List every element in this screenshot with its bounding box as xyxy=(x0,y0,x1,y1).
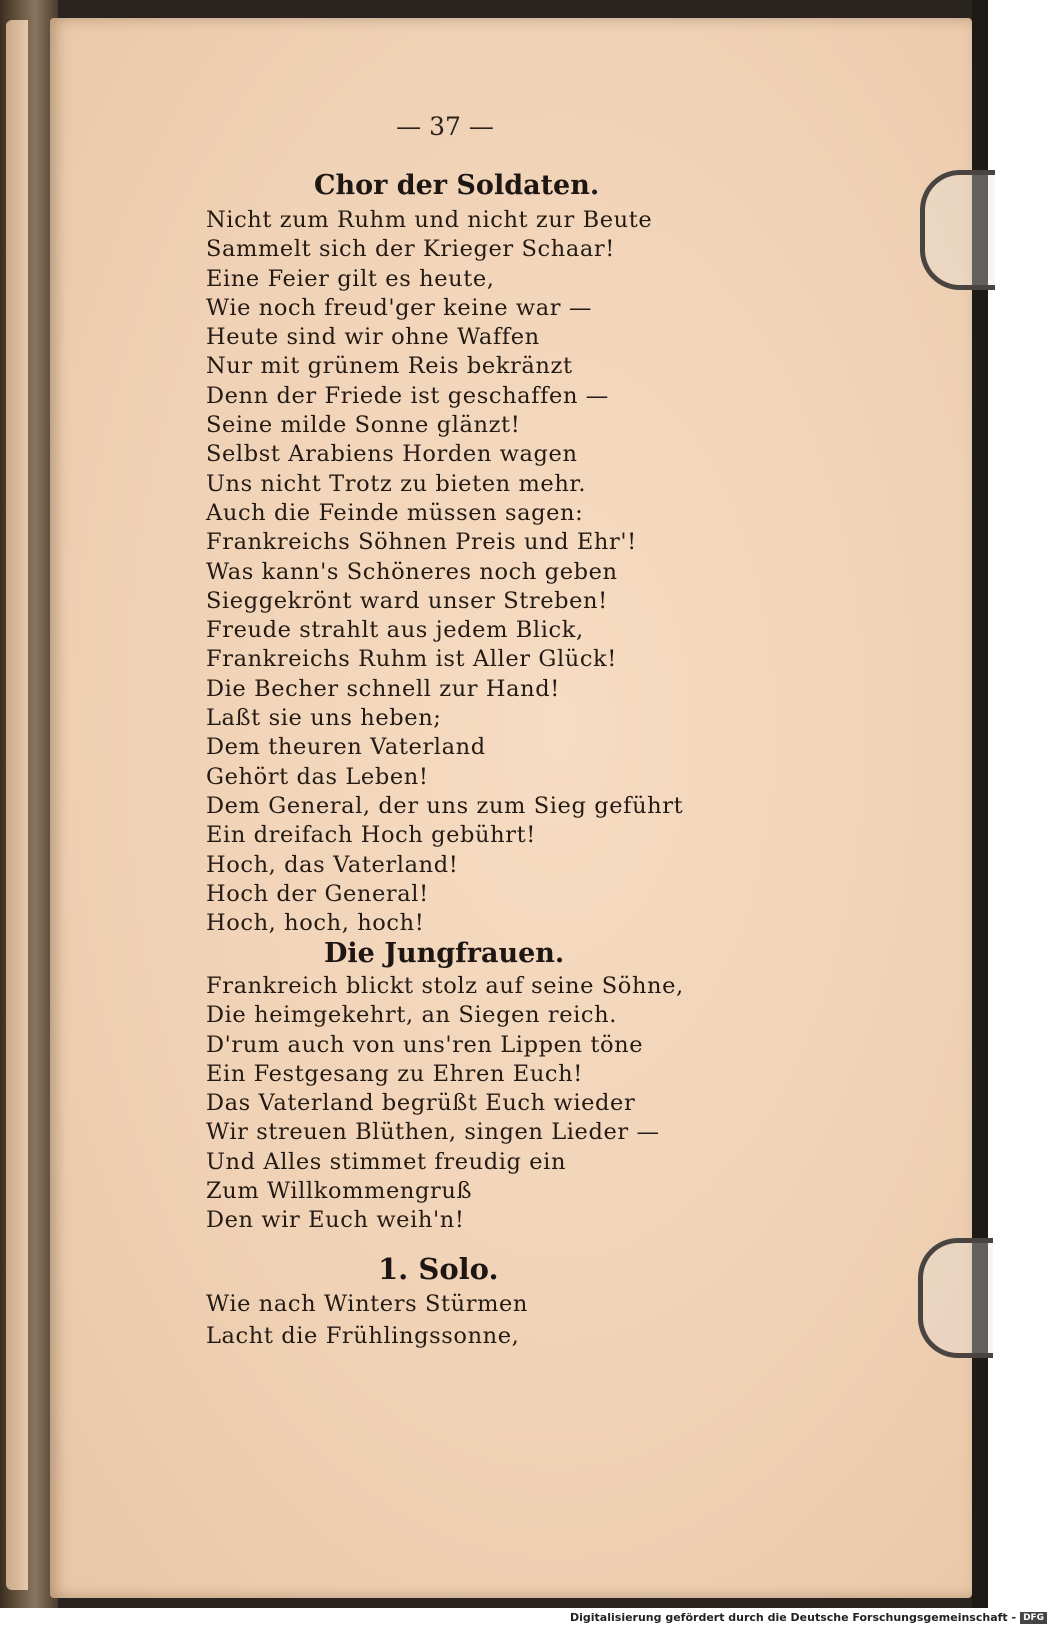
verse-block-solo xyxy=(206,1288,528,1352)
verse-line: Wie nach Winters Stürmen xyxy=(206,1291,529,1317)
verse-line: Heute sind wir ohne Waffen xyxy=(206,324,540,351)
verse-line: D'rum auch von uns'ren Lippen töne xyxy=(206,1031,644,1058)
verse-line: Und Alles stimmet freudig ein xyxy=(206,1148,567,1175)
verse-line: Hoch der General! xyxy=(206,880,429,907)
digitization-credit xyxy=(570,1610,1045,1626)
verse-line: Ein dreifach Hoch gebührt! xyxy=(206,822,536,849)
verse-line: Selbst Arabiens Horden wagen xyxy=(206,441,578,468)
verse-line: Hoch, das Vaterland! xyxy=(206,851,459,878)
verse-line: Das Vaterland begrüßt Euch wieder xyxy=(206,1090,636,1117)
verse-line: Dem General, der uns zum Sieg geführt xyxy=(206,792,684,819)
verse-line: Denn der Friede ist geschaffen — xyxy=(206,382,609,409)
verse-line: Sieggekrönt ward unser Streben! xyxy=(206,587,608,614)
verse-line: Gehört das Leben! xyxy=(206,763,429,790)
verse-line: Laßt sie uns heben; xyxy=(206,705,442,732)
verse-line: Sammelt sich der Krieger Schaar! xyxy=(206,236,615,263)
page-clip-bottom xyxy=(918,1238,993,1358)
verse-line: Dem theuren Vaterland xyxy=(206,734,486,761)
verse-line: Uns nicht Trotz zu bieten mehr. xyxy=(206,470,587,497)
section-heading-jungfrauen: Die Jungfrauen. xyxy=(324,938,565,969)
verse-line: Freude strahlt aus jedem Blick, xyxy=(206,617,584,644)
verse-line: Eine Feier gilt es heute, xyxy=(206,265,495,292)
verse-line: Lacht die Frühlingssonne, xyxy=(206,1323,520,1349)
section-heading-solo: 1. Solo. xyxy=(378,1252,499,1286)
verse-line: Hoch, hoch, hoch! xyxy=(206,910,425,937)
credit-text: Digitalisierung gefördert durch die Deutsche Forschungsgemeinschaft - xyxy=(570,1611,1017,1624)
verse-line: Auch die Feinde müssen sagen: xyxy=(206,499,584,526)
page-number: — 37 — xyxy=(396,112,494,141)
verse-line: Zum Willkommengruß xyxy=(206,1178,473,1205)
verse-line: Die Becher schnell zur Hand! xyxy=(206,675,560,702)
verse-line: Seine milde Sonne glänzt! xyxy=(206,412,521,439)
verse-line: Was kann's Schöneres noch geben xyxy=(206,558,618,585)
left-page-edge xyxy=(6,20,28,1590)
verse-line: Frankreichs Söhnen Preis und Ehr'! xyxy=(206,529,637,556)
verse-line: Wir streuen Blüthen, singen Lieder — xyxy=(206,1119,660,1146)
verse-line: Frankreichs Ruhm ist Aller Glück! xyxy=(206,646,617,673)
verse-line: Wie noch freud'ger keine war — xyxy=(206,294,592,321)
verse-line: Die heimgekehrt, an Siegen reich. xyxy=(206,1002,617,1029)
verse-line: Nur mit grünem Reis bekränzt xyxy=(206,353,573,380)
verse-line: Frankreich blickt stolz auf seine Söhne, xyxy=(206,973,684,999)
verse-block-chor xyxy=(206,206,683,938)
dfg-logo: DFG xyxy=(1020,1612,1047,1624)
page-clip-top xyxy=(920,170,995,290)
verse-line: Nicht zum Ruhm und nicht zur Beute xyxy=(206,207,653,233)
verse-line: Den wir Euch weih'n! xyxy=(206,1207,465,1234)
verse-line: Ein Festgesang zu Ehren Euch! xyxy=(206,1060,583,1087)
section-heading-chor: Chor der Soldaten. xyxy=(314,170,600,201)
verse-block-jungfrauen xyxy=(206,972,684,1236)
